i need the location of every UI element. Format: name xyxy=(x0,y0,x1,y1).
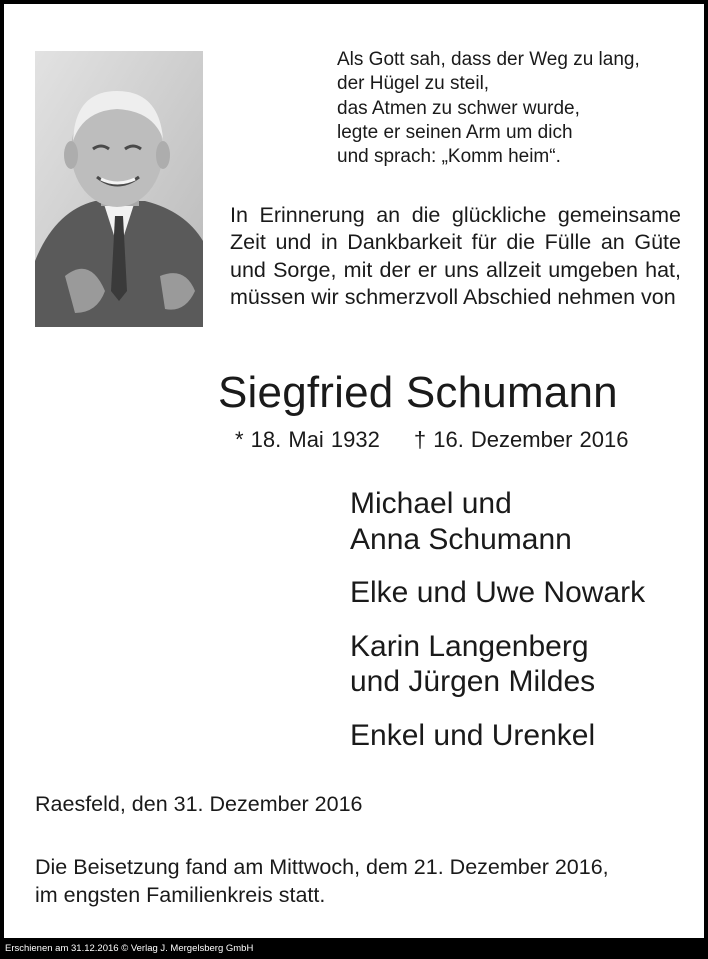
deceased-name: Siegfried Schumann xyxy=(218,368,618,417)
mourner-group xyxy=(350,629,645,700)
mourner-line: Enkel und Urenkel xyxy=(350,718,596,752)
poem-line: der Hügel zu steil, xyxy=(337,73,490,95)
funeral-line: im engsten Familienkreis statt. xyxy=(35,883,326,907)
mourners-list xyxy=(350,486,645,771)
mourner-line: Karin Langenberg xyxy=(350,629,589,663)
birth-date: * 18. Mai 1932 xyxy=(235,427,380,452)
life-dates xyxy=(235,427,628,453)
portrait-photo xyxy=(35,51,203,327)
funeral-line: Die Beisetzung fand am Mittwoch, dem 21. Dezember 2016, xyxy=(35,855,609,879)
obituary-notice xyxy=(4,4,704,938)
poem-line: das Atmen zu schwer wurde, xyxy=(337,97,580,119)
poem-line: und sprach: „Komm heim“. xyxy=(337,146,561,168)
death-date: † 16. Dezember 2016 xyxy=(413,427,629,452)
mourner-group xyxy=(350,575,645,611)
poem-line: legte er seinen Arm um dich xyxy=(337,121,573,143)
mourner-group xyxy=(350,486,645,557)
intro-text: In Erinnerung an die glückliche gemeinsame Zeit und in Dankbarkeit für die Fülle an Güte und Sorge, mit der er uns allzeit umgeben hat, müssen wir schmerzvoll Abschied nehmen von xyxy=(230,203,681,310)
poem-line: Als Gott sah, dass der Weg zu lang, xyxy=(337,49,640,70)
mourner-line: und Jürgen Mildes xyxy=(350,665,596,698)
poem xyxy=(337,48,697,169)
mourner-group xyxy=(350,718,645,754)
mourner-line: Anna Schumann xyxy=(350,522,572,556)
mourner-line: Michael und xyxy=(350,487,512,520)
place-date: Raesfeld, den 31. Dezember 2016 xyxy=(35,792,363,816)
publisher-footer: Erschienen am 31.12.2016 © Verlag J. Mergelsberg GmbH xyxy=(5,943,254,954)
mourner-line: Elke und Uwe Nowark xyxy=(350,576,646,609)
funeral-notice xyxy=(35,853,609,909)
